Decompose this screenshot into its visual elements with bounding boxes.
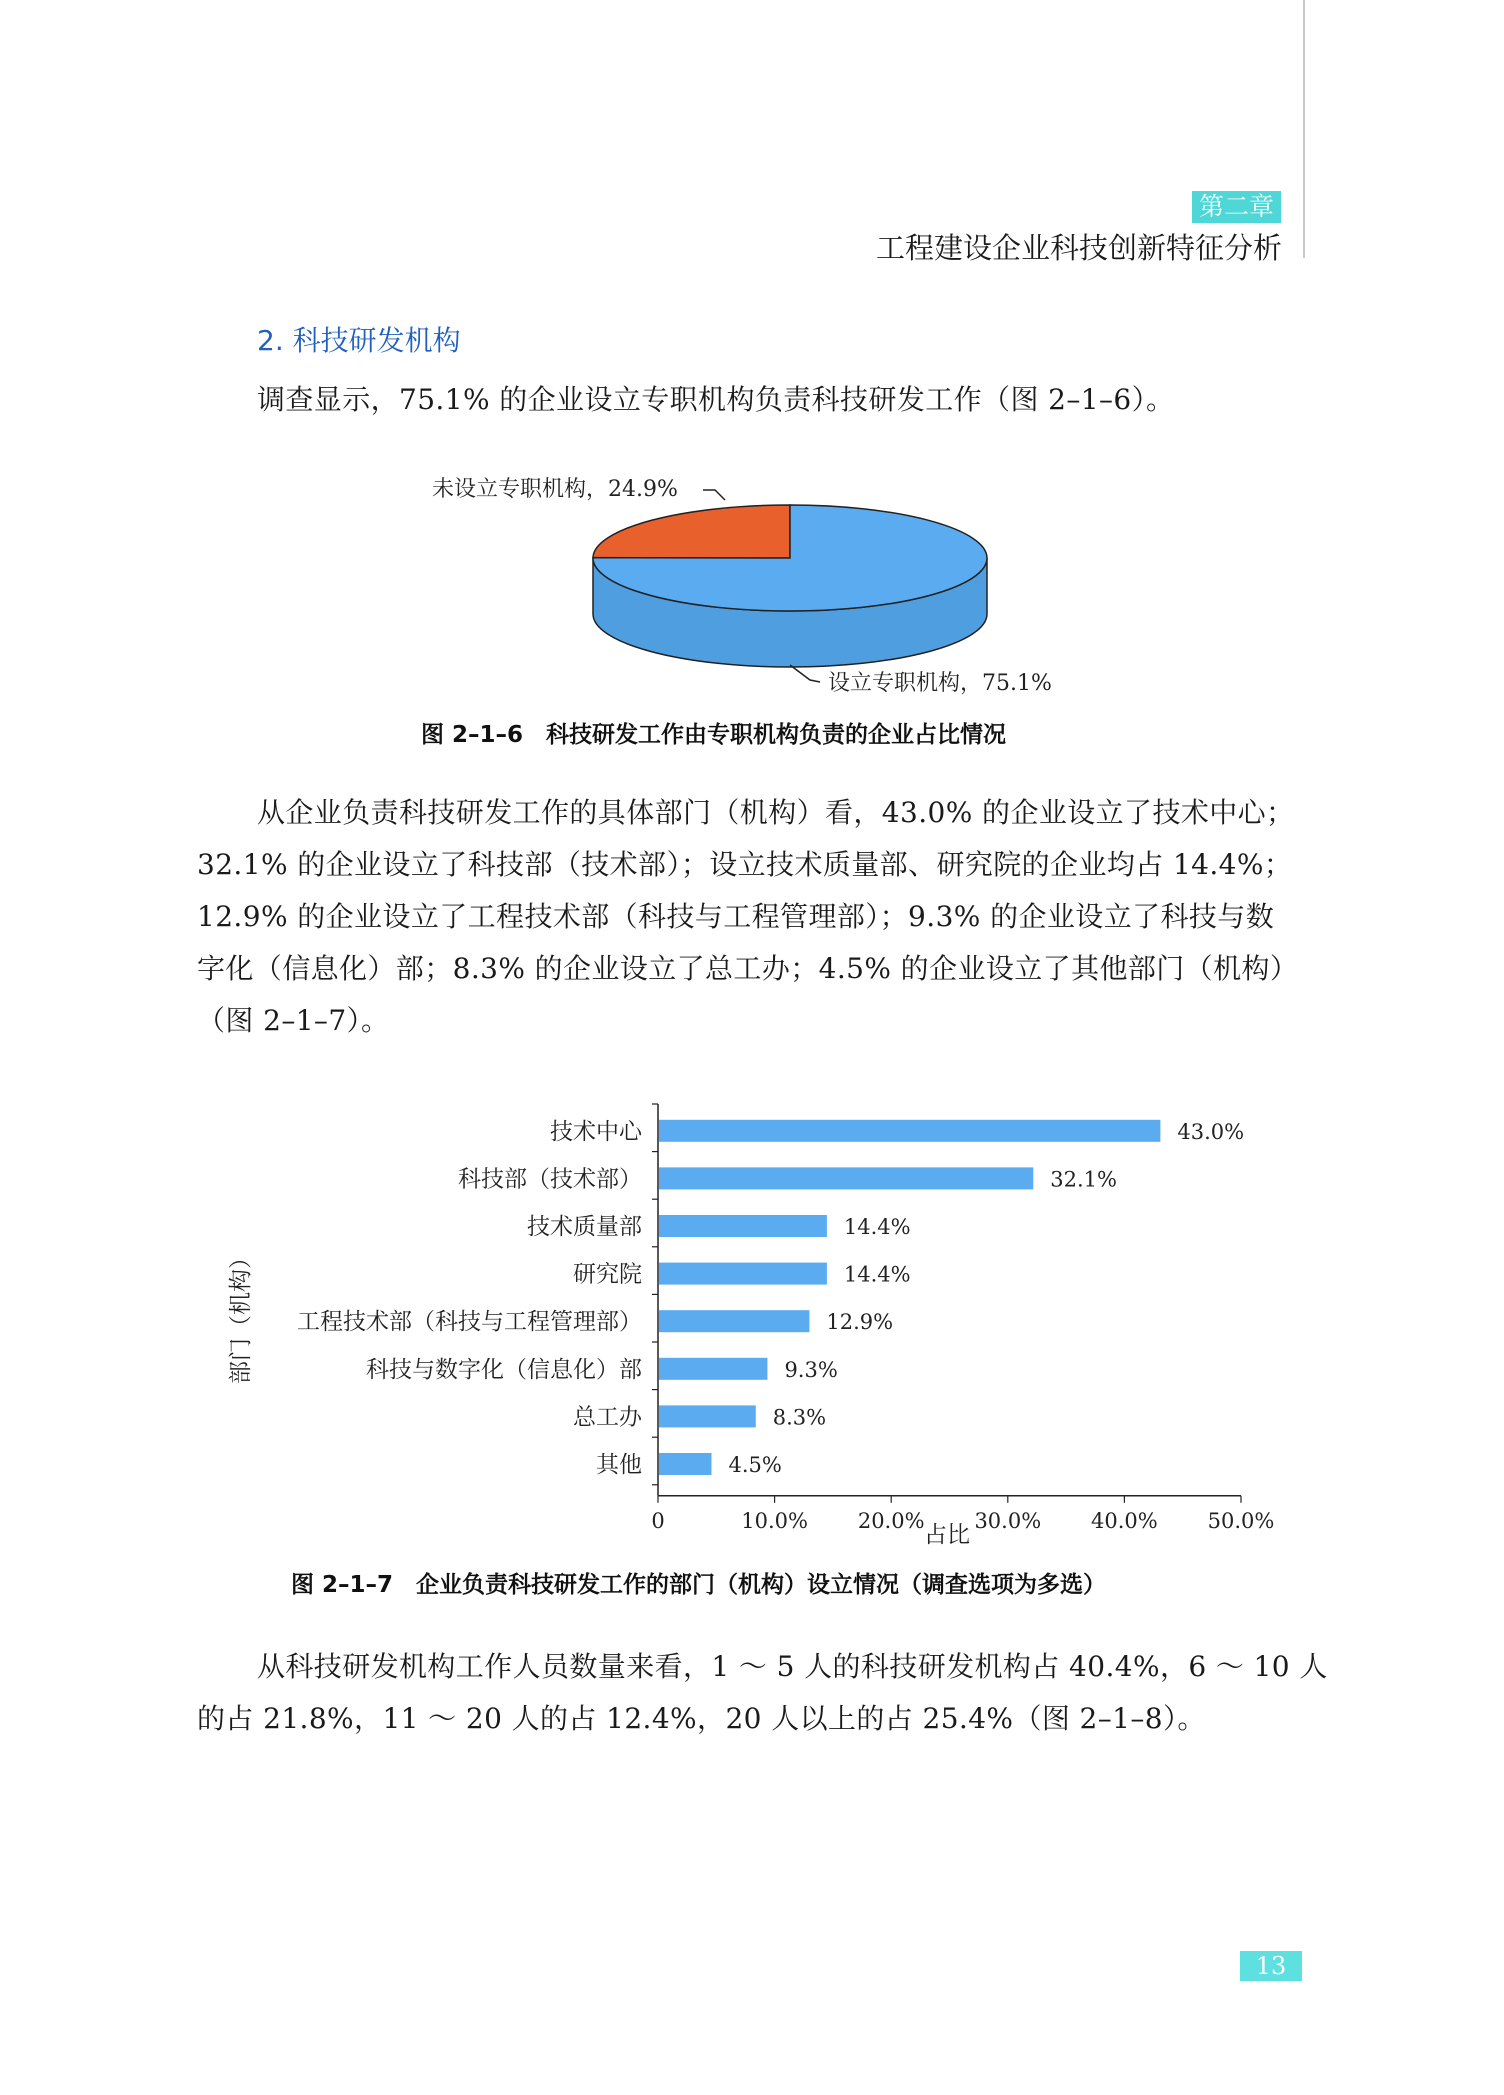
paragraph-line: 12.9% 的企业设立了工程技术部（科技与工程管理部）；9.3% 的企业设立了科技与数 [197,900,1275,933]
bar-value-label: 12.9% [826,1310,894,1335]
bar [659,1120,1160,1142]
bar [659,1358,767,1380]
paragraph-staff [197,1641,1328,1745]
pie-label-established: 设立专职机构，75.1% [828,671,1052,696]
bar-category-label: 研究院 [573,1261,642,1288]
paragraph-departments [197,787,1298,1047]
bar-value-label: 8.3% [772,1405,827,1430]
bar-x-tick-label: 10.0% [741,1508,808,1533]
paragraph-line: 字化（信息化）部；8.3% 的企业设立了总工办；4.5% 的企业设立了其他部门（机构） [197,952,1299,985]
chapter-title: 工程建设企业科技创新特征分析 [875,231,1282,265]
pie-leader-line-unestablished [703,490,725,500]
bar-category-label: 总工办 [573,1404,642,1431]
bar-value-label: 32.1% [1050,1167,1118,1192]
paragraph-line: 从科技研发机构工作人员数量来看，1 ～ 5 人的科技研发机构占 40.4%，6 ～ 10 人 [257,1650,1328,1683]
paragraph-line: （图 2–1–7）。 [197,1004,390,1037]
bar-x-axis-label: 占比 [924,1522,970,1548]
bar-x-tick-label: 50.0% [1207,1508,1275,1533]
bar-value-label: 9.3% [784,1357,838,1382]
pie-chart [400,460,1100,710]
bar-x-tick-label: 20.0% [857,1508,925,1533]
pie-label-unestablished: 未设立专职机构，24.9% [432,477,678,502]
bar-category-label: 工程技术部（科技与工程管理部） [297,1309,642,1336]
bar [659,1310,809,1332]
paragraph-line: 的占 21.8%，11 ～ 20 人的占 12.4%，20 人以上的占 25.4%（图 2–1–8）。 [197,1702,1206,1735]
bar [659,1405,756,1427]
paragraph-line: 从企业负责科技研发工作的具体部门（机构）看，43.0% 的企业设立了技术中心； [257,796,1295,829]
bar [659,1453,711,1475]
page-number: 13 [1240,1951,1302,1981]
pie-caption: 图 2–1–6 科技研发工作由专职机构负责的企业占比情况 [421,722,1007,748]
pie-slice-unestablished [593,505,790,558]
bar-value-label: 14.4% [843,1262,911,1287]
bar [659,1215,827,1237]
bar-category-label: 科技部（技术部） [458,1166,642,1193]
bar [659,1167,1033,1189]
chapter-tag: 第二章 [1192,191,1281,223]
bar-chart [200,1090,1300,1560]
bar-y-axis-label: 部门（机构） [228,1246,254,1384]
margin-rule [1303,0,1305,258]
paragraph-line: 32.1% 的企业设立了科技部（技术部）；设立技术质量部、研究院的企业均占 14.4%； [197,848,1293,881]
bar-category-label: 技术质量部 [527,1214,642,1240]
bar-caption: 图 2–1–7 企业负责科技研发工作的部门（机构）设立情况（调查选项为多选） [291,1572,1107,1598]
bar-category-label: 其他 [596,1452,642,1478]
paragraph-line: 调查显示，75.1% 的企业设立专职机构负责科技研发工作（图 2–1–6）。 [257,383,1175,416]
bar [659,1263,827,1285]
bar-category-label: 科技与数字化（信息化）部 [366,1356,642,1383]
bar-value-label: 14.4% [843,1215,911,1239]
bar-x-tick-label: 0 [651,1508,665,1533]
section-heading: 2. 科技研发机构 [257,324,461,357]
bar-value-label: 4.5% [728,1453,782,1477]
paragraph-intro [257,374,1174,426]
bar-value-label: 43.0% [1177,1119,1245,1144]
bar-x-tick-label: 30.0% [974,1508,1042,1533]
bar-category-label: 技术中心 [550,1118,642,1145]
bar-x-tick-label: 40.0% [1091,1508,1158,1533]
